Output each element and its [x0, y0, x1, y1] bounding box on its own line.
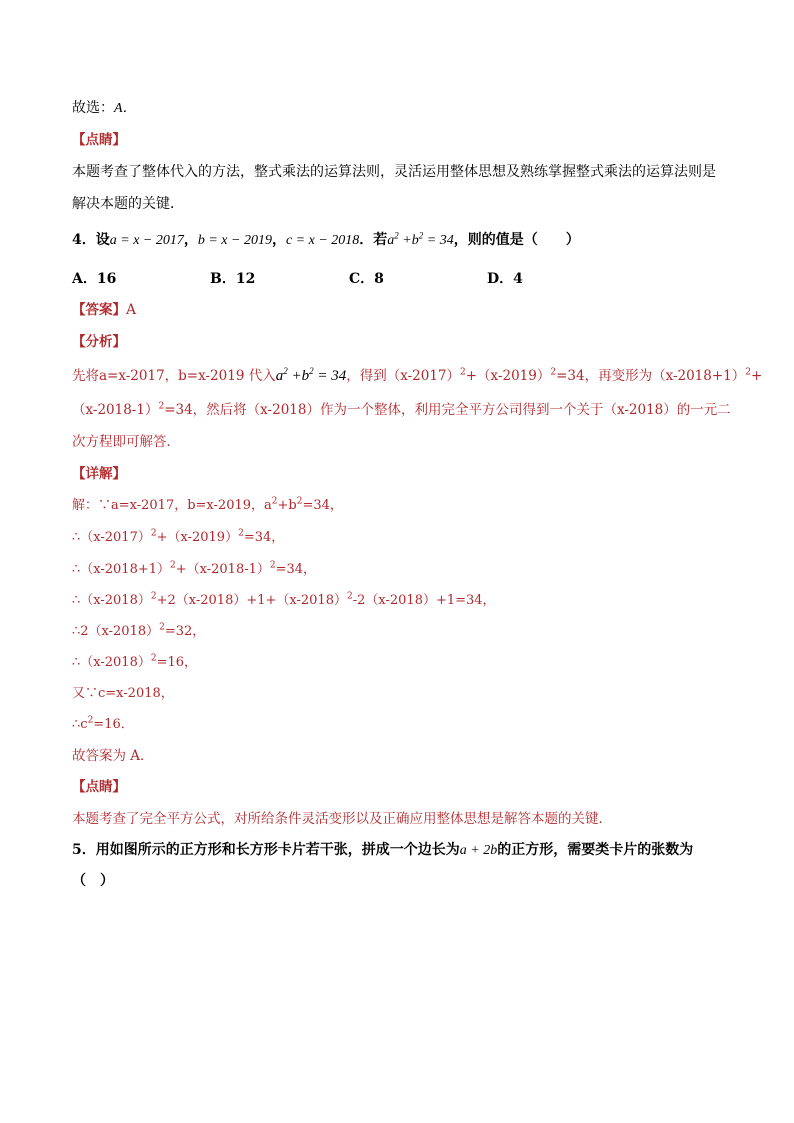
question-4-number: 4．设: [72, 232, 110, 248]
analysis-1-sup-3: 2: [745, 367, 751, 378]
q4-eq-a: a: [387, 233, 395, 248]
analysis-eq-rest: = 34: [313, 368, 347, 384]
detail-3-c: =34，: [275, 562, 317, 577]
detail-line-6: [72, 653, 197, 673]
detail-6-a: ∴（x-2018）: [72, 655, 151, 670]
analysis-eq-a: a: [275, 368, 284, 384]
q5-math: a + 2b: [459, 843, 498, 858]
conclusion-answer: A．: [114, 101, 137, 116]
detail-4-a: ∴（x-2018）: [72, 593, 151, 608]
analysis-1-post4: +: [751, 368, 763, 384]
question-5-paren: （ ）: [72, 873, 114, 889]
answer-value: A: [126, 302, 137, 318]
detail-5-sup: 2: [159, 622, 165, 633]
detail-4-sup-1: 2: [150, 591, 157, 602]
q5-post: 的正方形，需要类卡片的张数为: [497, 842, 694, 858]
q4-if: ．若: [359, 232, 388, 248]
q4-eq-rest: = 34: [423, 233, 454, 248]
q4-eq-sup-1: 2: [394, 230, 399, 241]
q4-eq-sup-2: 2: [418, 230, 424, 241]
q4-eq-plus: +: [398, 233, 412, 248]
detail-1-c: =34，: [302, 498, 343, 513]
detail-5-b: =32，: [164, 624, 206, 639]
detail-2-c: =34，: [243, 530, 285, 545]
detail-line-1: [72, 496, 343, 516]
detail-3-sup-1: 2: [170, 560, 176, 571]
analysis-1-post3: =34，再变形为（x-2018+1）: [556, 368, 746, 384]
question-4-stem: [72, 230, 580, 251]
detail-line-4: [72, 591, 496, 611]
analysis-1-post2: +（x-2019）: [465, 368, 551, 384]
detail-line-2: [72, 528, 284, 548]
detail-1-b: +b: [277, 498, 297, 513]
comment-paragraph-2: 本题考查了完全平方公式，对所给条件灵活变形以及正确应用整体思想是解答本题的关键．: [72, 811, 612, 827]
detail-line-7: 又∵c=x-2018，: [72, 686, 174, 701]
detail-1-sup-2: 2: [296, 496, 303, 507]
detail-5-a: ∴2（x-2018）: [72, 624, 160, 639]
analysis-equation: [276, 368, 347, 384]
detail-line-5: [72, 622, 205, 642]
detail-4-b: +2（x-2018）+1+（x-2018）: [156, 593, 347, 608]
conclusion-text: 故选：: [72, 100, 114, 116]
conclusion-line: [72, 98, 137, 119]
detail-2-a: ∴（x-2017）: [72, 530, 151, 545]
analysis-1-sup-2: 2: [550, 367, 557, 378]
detail-1-sup-1: 2: [271, 496, 278, 507]
comment-paragraph-1a: 本题考查了整体代入的方法，整式乘法的运算法则，灵活运用整体思想及熟练掌握整式乘法的运算法则是: [72, 164, 716, 180]
q4-sep-1: ，: [183, 232, 198, 248]
detail-line-9: 故答案为 A．: [72, 748, 154, 764]
dianjing-heading-1: 【点睛】: [72, 132, 126, 148]
detail-line-3: [72, 560, 316, 580]
option-c: C．8: [349, 271, 384, 287]
analysis-1-post: ，得到（x-2017）: [346, 368, 460, 384]
detail-4-c: -2（x-2018）+1=34，: [352, 593, 496, 608]
analysis-line-2: [72, 400, 731, 420]
detail-1-a: 解：∵a=x-2017，b=x-2019，a: [72, 498, 272, 513]
detail-line-8: [72, 715, 134, 735]
analysis-2-sup: 2: [158, 401, 165, 412]
option-d: D．4: [487, 271, 523, 287]
analysis-line-1: [72, 366, 762, 386]
detail-8-a: ∴c: [72, 717, 88, 732]
question-5-stem: [72, 840, 693, 861]
detail-2-sup-1: 2: [150, 528, 157, 539]
analysis-2-a: （x-2018-1）: [72, 402, 159, 418]
q5-pre: 5．用如图所示的正方形和长方形卡片若干张，拼成一个边长为: [72, 842, 460, 858]
q4-equation: [387, 230, 454, 248]
option-b: B．12: [210, 271, 256, 287]
analysis-1-pre: 先将a=x-2017，b=x-2019 代入: [72, 368, 276, 384]
q4-def-b: b = x − 2019: [197, 233, 272, 248]
analysis-2-b: =34，然后将（x-2018）作为一个整体，利用完全平方公司得到一个关于（x-2018）的一元二: [164, 402, 731, 418]
detail-heading: 【详解】: [72, 466, 126, 482]
option-a: A．16: [72, 271, 117, 287]
detail-4-sup-2: 2: [346, 591, 353, 602]
answer-line: [72, 300, 136, 320]
q4-sep-2: ，: [271, 232, 286, 248]
detail-3-b: +（x-2018-1）: [175, 562, 270, 577]
detail-6-b: =16，: [156, 655, 198, 670]
detail-3-a: ∴（x-2018+1）: [72, 562, 171, 577]
q4-def-c: c = x − 2018: [285, 233, 360, 248]
detail-2-sup-2: 2: [238, 528, 244, 539]
analysis-eq-b: b: [301, 368, 310, 384]
detail-2-b: +（x-2019）: [156, 530, 239, 545]
q4-tail: ，则的值是（ ）: [453, 232, 580, 248]
analysis-line-3: 次方程即可解答．: [72, 434, 180, 450]
analysis-eq-plus: +: [287, 368, 302, 384]
answer-heading: 【答案】: [72, 302, 126, 318]
analysis-eq-sup-2: 2: [309, 366, 314, 376]
detail-3-sup-2: 2: [269, 560, 276, 571]
detail-8-b: =16．: [93, 717, 134, 732]
analysis-1-sup-1: 2: [460, 367, 466, 378]
detail-8-sup: 2: [87, 715, 94, 726]
comment-paragraph-1b: 解决本题的关键．: [72, 196, 184, 212]
q4-def-a: a = x − 2017: [109, 233, 184, 248]
analysis-eq-sup-1: 2: [283, 366, 288, 376]
q4-eq-b: b: [411, 233, 419, 248]
analysis-heading: 【分析】: [72, 334, 126, 350]
detail-6-sup: 2: [150, 653, 157, 664]
dianjing-heading-2: 【点睛】: [72, 779, 126, 795]
